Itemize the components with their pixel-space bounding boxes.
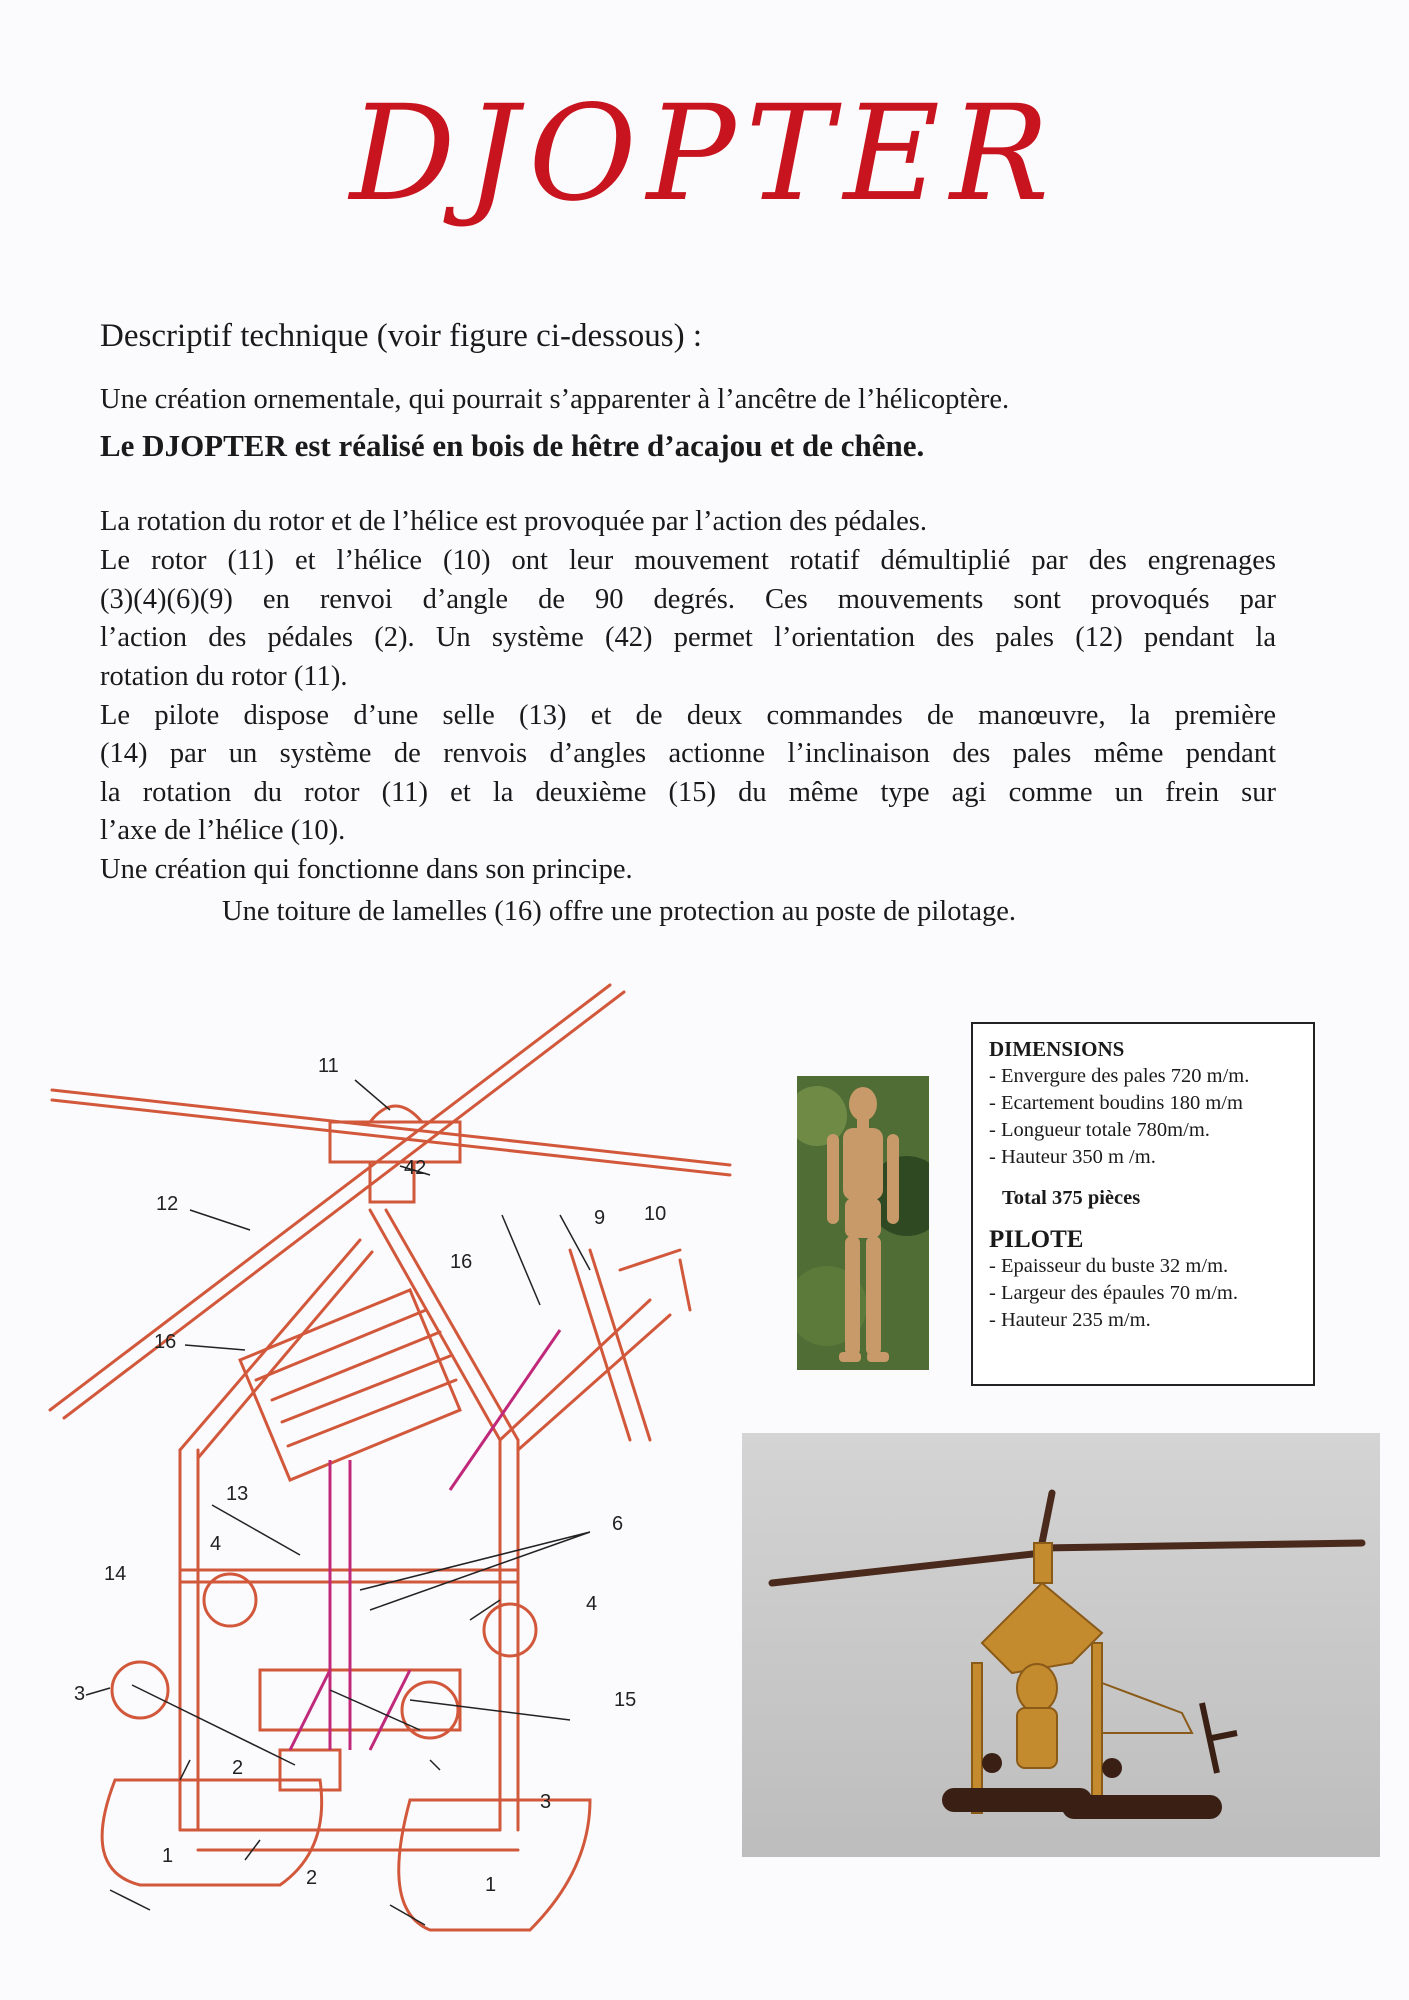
dimension-item: - Hauteur 350 m /m.	[989, 1146, 1156, 1168]
dimension-item: - Ecartement boudins 180 m/m	[989, 1092, 1243, 1114]
pilote-item: - Hauteur 235 m/m.	[989, 1309, 1151, 1331]
section-heading: Descriptif technique (voir figure ci-dessous) :	[100, 318, 703, 354]
diagram-label: 15	[614, 1689, 637, 1711]
paragraph-line: (14) par un système de renvois d’angles actionne l’inclinaison des pales même pendant	[100, 738, 1276, 769]
diagram-label: 16	[154, 1331, 177, 1353]
diagram-label: 3	[74, 1683, 86, 1705]
diagram-label: 1	[162, 1845, 174, 1867]
pilote-item: - Largeur des épaules 70 m/m.	[989, 1282, 1238, 1304]
pilot-figurine-photo	[797, 1076, 929, 1370]
material-line: Le DJOPTER est réalisé en bois de hêtre d’acajou et de chêne.	[100, 428, 925, 463]
diagram-label: 11	[318, 1055, 339, 1077]
diagram-label: 9	[594, 1207, 606, 1229]
paragraph-line: Le pilote dispose d’une selle (13) et de deux commandes de manœuvre, la première	[100, 700, 1276, 731]
diagram-label: 3	[540, 1791, 552, 1813]
diagram-label: 16	[450, 1251, 473, 1273]
paragraph-line: La rotation du rotor et de l’hélice est provoquée par l’action des pédales.	[100, 506, 927, 537]
diagram-label: 14	[104, 1563, 127, 1585]
page-title: DJOPTER	[349, 77, 1060, 231]
paragraph-line: rotation du rotor (11).	[100, 661, 348, 692]
pilote-heading: PILOTE	[989, 1226, 1084, 1253]
diagram-label: 13	[226, 1483, 249, 1505]
diagram-label: 12	[156, 1193, 179, 1215]
dimension-item: - Longueur totale 780m/m.	[989, 1119, 1210, 1141]
intro-text: Une création ornementale, qui pourrait s’apparenter à l’ancêtre de l’hélicoptère.	[100, 384, 1010, 415]
paragraph-line: l’action des pédales (2). Un système (42) permet l’orientation des pales (12) pendant la	[100, 622, 1276, 653]
diagram-label: 1	[485, 1874, 497, 1896]
dimensions-box	[971, 1022, 1315, 1386]
diagram-label: 4	[210, 1533, 222, 1555]
total-pieces: Total 375 pièces	[1002, 1187, 1141, 1209]
pilote-item: - Epaisseur du buste 32 m/m.	[989, 1255, 1229, 1277]
paragraph-line: Le rotor (11) et l’hélice (10) ont leur mouvement rotatif démultiplié par des engrenages	[100, 545, 1276, 576]
diagram-label: 6	[612, 1513, 624, 1535]
paragraph-line: la rotation du rotor (11) et la deuxième (15) du même type agi comme un frein sur	[100, 777, 1276, 808]
diagram-label: 2	[306, 1867, 318, 1889]
dimensions-heading: DIMENSIONS	[989, 1037, 1125, 1061]
paragraph-line: (3)(4)(6)(9) en renvoi d’angle de 90 degrés. Ces mouvements sont provoqués par	[100, 584, 1276, 615]
diagram-label: 4	[586, 1593, 598, 1615]
wooden-model-photo	[742, 1433, 1380, 1857]
paragraph-line: Une toiture de lamelles (16) offre une protection au poste de pilotage.	[222, 896, 1017, 927]
technical-drawing	[30, 970, 770, 1970]
diagram-label: 10	[644, 1203, 667, 1225]
paragraph-line: Une création qui fonctionne dans son principe.	[100, 854, 633, 885]
diagram-label: 2	[232, 1757, 244, 1779]
diagram-label: 42	[404, 1157, 427, 1179]
dimension-item: - Envergure des pales 720 m/m.	[989, 1065, 1250, 1087]
paragraph-line: l’axe de l’hélice (10).	[100, 815, 346, 846]
